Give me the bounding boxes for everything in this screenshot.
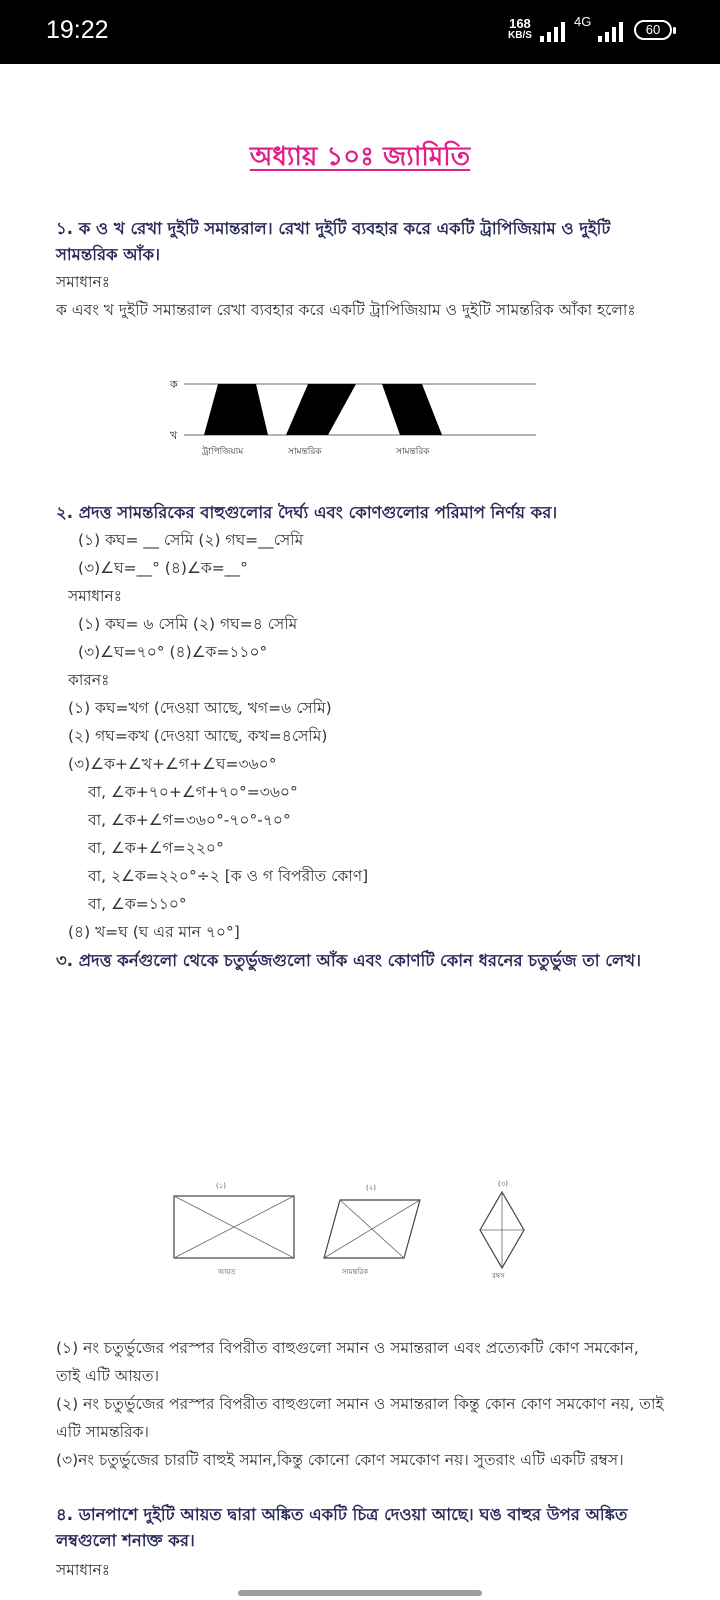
q2-reason-label: কারনঃ: [68, 671, 110, 689]
parallelogram-shape-1: [286, 384, 356, 435]
q2-solution-1: (১) কঘ= ৬ সেমি (২) গঘ=৪ সেমি: [78, 615, 298, 633]
figure-number-1: (১): [216, 1182, 227, 1190]
q2-reason-2: (২) গঘ=কখ (দেওয়া আছে, কখ=৪সেমি): [68, 727, 328, 745]
parallelogram-figure-label: সামন্তরিক: [342, 1268, 369, 1276]
q1-answer: ক এবং খ দুইটি সমান্তরাল রেখা ব্যবহার করে একটি ট্রাপিজিয়াম ও দুইটি সামন্তরিক আঁকা হলোঃ: [56, 301, 636, 319]
q2-reason-3: (৩)∠ক+∠খ+∠গ+∠ঘ=৩৬০°: [68, 755, 277, 773]
trapezium-label: ট্রাপিজিয়াম: [202, 447, 244, 457]
q2-reason-5: বা, ∠ক+∠গ=৩৬০°-৭০°-৭০°: [88, 811, 291, 829]
signal-4g-icon: [598, 20, 624, 42]
q1-figure: [160, 368, 550, 468]
q3-answer-3: (৩)নং চতুর্ভুজের চারটি বাহুই সমান,কিন্তু কোনো কোণ সমকোণ নয়। সুতরাং এটি একটি রম্বস।: [56, 1451, 624, 1469]
q2-reason-4: বা, ∠ক+৭০+∠গ+৭০°=৩৬০°: [88, 783, 298, 801]
q3-figure: [160, 1174, 560, 1284]
parallelogram-label-2: সামন্তরিক: [396, 447, 430, 457]
q2-blank-1: (১) কঘ= __ সেমি (২) গঘ=__সেমি: [78, 531, 304, 549]
battery-icon: 60: [634, 20, 672, 40]
q2-reason-6: বা, ∠ক+∠গ=২২০°: [88, 839, 224, 857]
q3-answer-1: (১) নং চতুর্ভুজের পরস্পর বিপরীত বাহুগুলো সমান ও সমান্তরাল এবং প্রত্যেকটি কোণ সমকোন, তাই এটি আয়ত।: [56, 1339, 639, 1385]
rhombus-label: রম্বস: [492, 1272, 505, 1280]
q2-reason-1: (১) কঘ=খগ (দেওয়া আছে, খগ=৬ সেমি): [68, 699, 332, 717]
question-4: ৪. ডানপাশে দুইটি আয়ত দ্বারা অঙ্কিত একটি চিত্র দেওয়া আছে। ঘঙ বাহুর উপর অঙ্কিত লম্বগুলো শনাক্ত কর।: [56, 1505, 628, 1550]
q2-reason-8: বা, ∠ক=১১০°: [88, 895, 187, 913]
net-speed-unit: KB/S: [508, 30, 532, 41]
network-speed: [508, 18, 532, 42]
home-indicator[interactable]: [238, 1590, 482, 1596]
q3-answer-2: (২) নং চতুর্ভুজের পরস্পর বিপরীত বাহুগুলো সমান ও সমান্তরাল কিন্তু কোন কোণ সমকোণ নয়, তাই এটি সামন্তরিক।: [56, 1395, 664, 1441]
page-title: অধ্যায় ১০ঃ জ্যামিতি: [249, 142, 471, 172]
line-ka-label: ক: [170, 378, 178, 391]
q2-blank-2: (৩)∠ঘ=__° (৪)∠ক=__°: [78, 559, 248, 577]
status-bar: [0, 0, 720, 64]
clock: 19:22: [46, 16, 109, 44]
net-speed-value: 168: [509, 16, 531, 31]
q4-solution-label: সমাধানঃ: [56, 1561, 111, 1579]
q2-reason-9: (৪) খ=ঘ (ঘ এর মান ৭০°]: [68, 923, 240, 941]
parallelogram-shape-2: [382, 384, 442, 435]
q2-solution-2: (৩)∠ঘ=৭০° (৪)∠ক=১১০°: [78, 643, 268, 661]
parallelogram-label-1: সামন্তরিক: [288, 447, 322, 457]
signal-icon: [540, 20, 566, 42]
q2-reason-7: বা, ২∠ক=২২০°÷২ [ক ও গ বিপরীত কোণ]: [88, 867, 369, 885]
network-type: 4G: [574, 14, 592, 29]
question-3: ৩. প্রদত্ত কর্নগুলো থেকে চতুর্ভুজগুলো আঁক এবং কোণটি কোন ধরনের চতুর্ভুজ তা লেখ।: [56, 951, 642, 970]
q1-solution-label: সমাধানঃ: [56, 273, 111, 291]
trapezium-shape: [204, 384, 268, 435]
question-1: ১. ক ও খ রেখা দুইটি সমান্তরাল। রেখা দুইটি ব্যবহার করে একটি ট্রাপিজিয়াম ও দুইটি সামন্তরিক আঁক।: [56, 219, 611, 264]
figure-number-3: (৩): [498, 1180, 509, 1188]
line-kha-label: খ: [170, 429, 178, 442]
question-2: ২. প্রদত্ত সামন্তরিকের বাহুগুলোর দৈর্ঘ্য এবং কোণগুলোর পরিমাপ নির্ণয় কর।: [56, 503, 558, 522]
rectangle-label: আয়ত: [218, 1268, 236, 1276]
q2-solution-label: সমাধানঃ: [68, 587, 123, 605]
figure-number-2: (২): [366, 1184, 377, 1192]
